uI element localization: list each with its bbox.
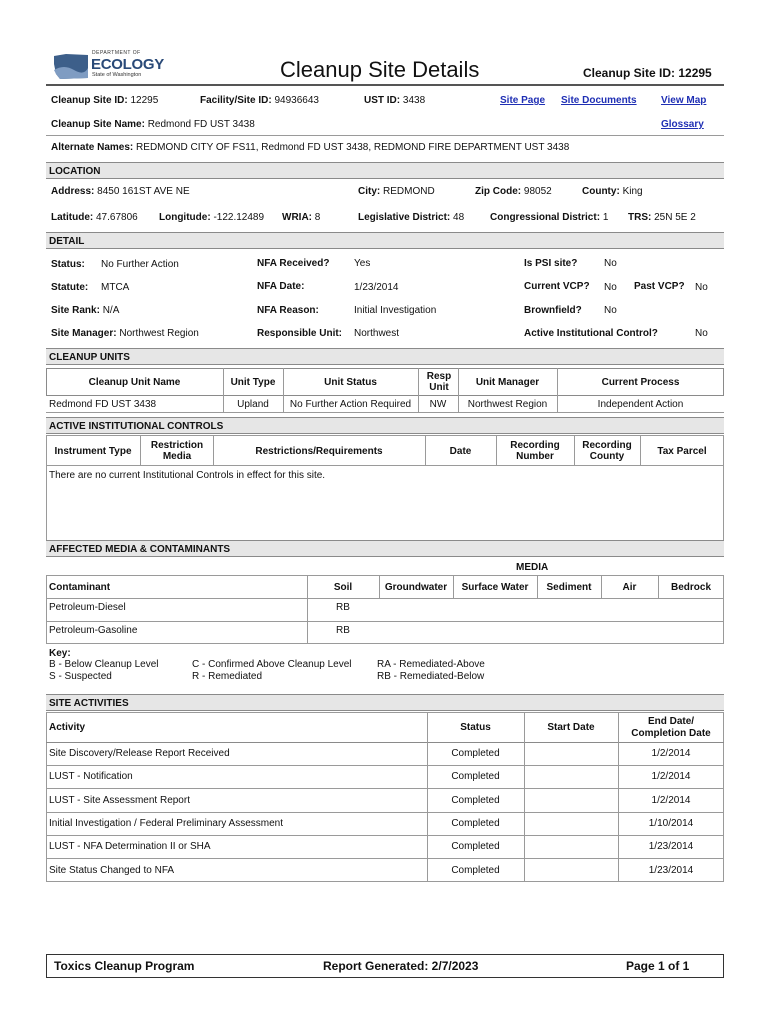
- responsible-unit-label: Responsible Unit:: [257, 328, 343, 339]
- latitude: Latitude: 47.67806: [51, 212, 138, 223]
- ust-id: UST ID: 3438: [364, 95, 426, 106]
- psi-value: No: [604, 258, 617, 269]
- wria: WRIA: 8: [282, 212, 321, 223]
- alternate-names: Alternate Names: REDMOND CITY OF FS11, Redmond FD UST 3438, REDMOND FIRE DEPARTMENT UST 3438: [51, 142, 570, 153]
- washington-map-icon: [52, 52, 90, 82]
- institutional-control-label: Active Institutional Control?: [524, 328, 658, 339]
- nfa-reason-value: Initial Investigation: [354, 305, 437, 316]
- activity-name: LUST - Site Assessment Report: [49, 795, 190, 806]
- activity-status: Completed: [451, 748, 500, 759]
- key-item: C - Confirmed Above Cleanup Level: [192, 659, 352, 670]
- detail-section-header: DETAIL: [46, 232, 724, 249]
- statute-label: Statute:: [51, 282, 89, 293]
- col-contaminant: Contaminant: [49, 582, 111, 593]
- key-item: S - Suspected: [49, 671, 112, 682]
- col-tax-parcel: Tax Parcel: [657, 446, 707, 457]
- col-bedrock: Bedrock: [670, 582, 711, 593]
- key-item: B - Below Cleanup Level: [49, 659, 159, 670]
- activity-status: Completed: [451, 841, 500, 852]
- col-sediment: Sediment: [546, 582, 592, 593]
- activity-status: Completed: [451, 771, 500, 782]
- col-unit-manager: Unit Manager: [475, 377, 540, 388]
- key-item: RA - Remediated-Above: [377, 659, 485, 670]
- media-group-label: MEDIA: [516, 562, 549, 573]
- col-start-date: Start Date: [547, 722, 595, 733]
- activity-status: Completed: [451, 865, 500, 876]
- activity-end-date: 1/23/2014: [648, 865, 694, 876]
- unit-manager-cell: Northwest Region: [467, 399, 548, 410]
- current-vcp-value: No: [604, 282, 617, 293]
- col-current-process: Current Process: [601, 377, 680, 388]
- status-label: Status:: [51, 259, 85, 270]
- key-title: Key:: [49, 648, 71, 659]
- zip-code: Zip Code: 98052: [475, 186, 552, 197]
- past-vcp-value: No: [695, 282, 708, 293]
- col-surface-water: Surface Water: [461, 582, 529, 593]
- unit-name-cell: Redmond FD UST 3438: [49, 399, 157, 410]
- view-map-link[interactable]: View Map: [661, 95, 707, 106]
- nfa-date-label: NFA Date:: [257, 281, 305, 292]
- footer-program: Toxics Cleanup Program: [54, 959, 195, 973]
- longitude: Longitude: -122.12489: [159, 212, 265, 223]
- activity-status: Completed: [451, 795, 500, 806]
- glossary-link[interactable]: Glossary: [661, 119, 704, 130]
- brownfield-label: Brownfield?: [524, 305, 582, 316]
- col-instrument-type: Instrument Type: [54, 446, 132, 457]
- nfa-reason-label: NFA Reason:: [257, 305, 319, 316]
- contaminant-name: Petroleum-Diesel: [49, 602, 126, 613]
- col-groundwater: Groundwater: [384, 582, 448, 593]
- soil-value: RB: [336, 625, 350, 636]
- col-soil: Soil: [333, 582, 353, 593]
- location-section-header: LOCATION: [46, 162, 724, 179]
- facility-site-id: Facility/Site ID: 94936643: [200, 95, 319, 106]
- institutional-control-value: No: [695, 328, 708, 339]
- affected-media-section-header: AFFECTED MEDIA & CONTAMINANTS: [46, 540, 724, 557]
- cleanup-site-id: Cleanup Site ID: 12295: [51, 95, 159, 106]
- status-value: No Further Action: [101, 259, 179, 270]
- psi-label: Is PSI site?: [524, 258, 578, 269]
- nfa-date-value: 1/23/2014: [354, 282, 399, 293]
- activity-name: LUST - NFA Determination II or SHA: [49, 841, 211, 852]
- statute-value: MTCA: [101, 282, 130, 293]
- footer-page-number: Page 1 of 1: [626, 959, 690, 973]
- current-process-cell: Independent Action: [597, 399, 684, 410]
- site-activities-section-header: SITE ACTIVITIES: [46, 694, 724, 711]
- activity-end-date: 1/23/2014: [648, 841, 694, 852]
- cleanup-site-name: Cleanup Site Name: Redmond FD UST 3438: [51, 119, 255, 130]
- col-end-date: End Date/ Completion Date: [631, 716, 711, 739]
- logo-line1: DEPARTMENT OF: [92, 50, 141, 56]
- activity-status: Completed: [451, 818, 500, 829]
- responsible-unit-value: Northwest: [354, 328, 400, 339]
- col-restrictions: Restrictions/Requirements: [255, 446, 383, 457]
- institutional-controls-section-header: ACTIVE INSTITUTIONAL CONTROLS: [46, 417, 724, 434]
- col-restriction-media: Restriction Media: [150, 440, 204, 462]
- cleanup-units-section-header: CLEANUP UNITS: [46, 348, 724, 365]
- key-item: RB - Remediated-Below: [377, 671, 485, 682]
- activity-end-date: 1/2/2014: [651, 771, 691, 782]
- city: City: REDMOND: [358, 186, 435, 197]
- site-manager: Site Manager: Northwest Region: [51, 328, 199, 339]
- soil-value: RB: [336, 602, 350, 613]
- activity-end-date: 1/2/2014: [651, 795, 691, 806]
- activity-name: LUST - Notification: [49, 771, 133, 782]
- controls-empty-message: There are no current Institutional Controls in effect for this site.: [49, 470, 326, 481]
- nfa-received-value: Yes: [354, 258, 371, 269]
- header-site-id: Cleanup Site ID: 12295: [583, 66, 712, 80]
- trs: TRS: 25N 5E 2: [628, 212, 696, 223]
- unit-type-cell: Upland: [237, 399, 269, 410]
- unit-status-cell: No Further Action Required: [289, 399, 412, 410]
- col-activity: Activity: [49, 722, 86, 733]
- page-title: Cleanup Site Details: [280, 57, 480, 82]
- contaminant-name: Petroleum-Gasoline: [49, 625, 138, 636]
- address: Address: 8450 161ST AVE NE: [51, 186, 190, 197]
- footer-report-generated: Report Generated: 2/7/2023: [323, 959, 479, 973]
- activity-name: Initial Investigation / Federal Preliminary Assessment: [49, 818, 283, 829]
- activity-name: Site Discovery/Release Report Received: [49, 748, 230, 759]
- legislative-district: Legislative District: 48: [358, 212, 465, 223]
- key-item: R - Remediated: [192, 671, 263, 682]
- col-recording-number: Recording Number: [510, 440, 560, 462]
- col-date: Date: [449, 446, 472, 457]
- past-vcp-label: Past VCP?: [634, 281, 685, 292]
- col-air: Air: [622, 582, 637, 593]
- brownfield-value: No: [604, 305, 617, 316]
- activity-end-date: 1/10/2014: [648, 818, 694, 829]
- col-resp-unit: Resp Unit: [426, 371, 452, 393]
- col-unit-status: Unit Status: [324, 377, 377, 388]
- site-rank: Site Rank: N/A: [51, 305, 120, 316]
- ecology-logo: [52, 50, 164, 82]
- county: County: King: [582, 186, 643, 197]
- activity-end-date: 1/2/2014: [651, 748, 691, 759]
- logo-line3: State of Washington: [92, 72, 142, 78]
- resp-unit-cell: NW: [429, 399, 447, 410]
- congressional-district: Congressional District: 1: [490, 212, 609, 223]
- current-vcp-label: Current VCP?: [524, 281, 590, 292]
- nfa-received-label: NFA Received?: [257, 258, 330, 269]
- col-unit-type: Unit Type: [230, 377, 276, 388]
- col-cleanup-unit-name: Cleanup Unit Name: [88, 377, 181, 388]
- site-page-link[interactable]: Site Page: [500, 95, 546, 106]
- col-status: Status: [460, 722, 491, 733]
- activity-name: Site Status Changed to NFA: [49, 865, 175, 876]
- col-recording-county: Recording County: [582, 440, 632, 462]
- site-documents-link[interactable]: Site Documents: [561, 95, 637, 106]
- logo-line2: ECOLOGY: [91, 56, 164, 73]
